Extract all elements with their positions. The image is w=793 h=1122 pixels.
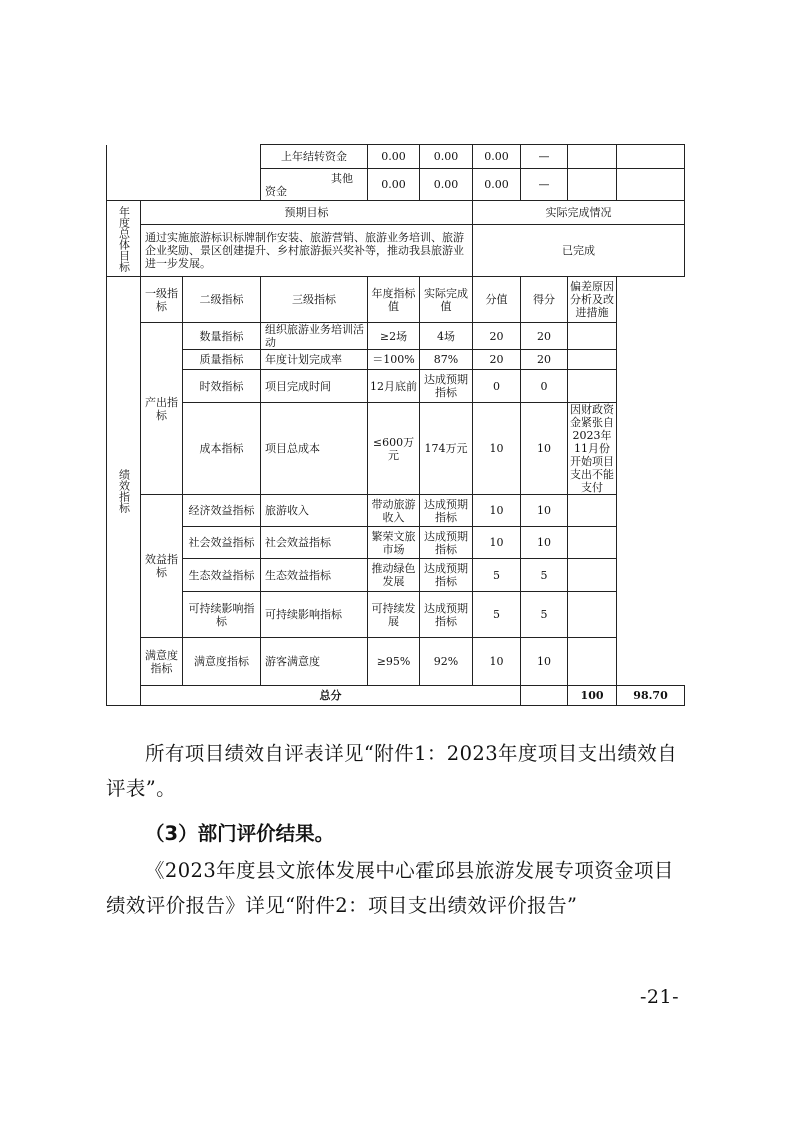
note-cell: [568, 559, 617, 592]
level3-cell: 旅游收入: [261, 495, 368, 527]
actual-cell: 87%: [420, 350, 473, 370]
table-row: [107, 495, 685, 527]
funds-value: 0.00: [420, 145, 473, 169]
level3-cell: 组织旅游业务培训活动: [261, 323, 368, 350]
table-row: [107, 225, 685, 277]
annual-cell: 繁荣文旅市场: [368, 527, 420, 559]
points-cell: 10: [473, 527, 521, 559]
score-cell: 10: [521, 495, 568, 527]
score-cell: 10: [521, 527, 568, 559]
note-cell: [568, 350, 617, 370]
funds-label: 上年结转资金: [261, 145, 368, 169]
total-score: 98.70: [617, 686, 685, 706]
level2-cell: 质量指标: [183, 350, 261, 370]
perf-label: 绩效指标: [117, 469, 131, 513]
points-cell: 10: [473, 403, 521, 495]
blank-cell: [617, 145, 685, 169]
actual-cell: 174万元: [420, 403, 473, 495]
score-cell: 0: [521, 370, 568, 403]
level2-cell: 成本指标: [183, 403, 261, 495]
blank-cell: [617, 169, 685, 201]
benefit-label: 效益指标: [141, 495, 183, 638]
score-cell: 5: [521, 592, 568, 638]
funds-value: —: [521, 169, 568, 201]
total-label: 总分: [141, 686, 521, 706]
annual-cell: ≤600万元: [368, 403, 420, 495]
header-actual-value: 实际完成值: [420, 277, 473, 323]
score-cell: 10: [521, 638, 568, 686]
section-heading: （3）部门评价结果。: [145, 822, 335, 845]
actual-completion-header: 实际完成情况: [473, 201, 685, 225]
blank-cell: [568, 145, 617, 169]
paragraph-attachment-2: 《2023年度县文旅体发展中心霍邱县旅游发展专项资金项目绩效评价报告》详见“附件2：项目支出绩效评价报告”: [106, 859, 674, 917]
note-cell: [568, 527, 617, 559]
level2-cell: 社会效益指标: [183, 527, 261, 559]
level3-cell: 游客满意度: [261, 638, 368, 686]
performance-table: [106, 144, 685, 706]
annual-cell: ≥95%: [368, 638, 420, 686]
table-row: [107, 592, 685, 638]
annual-cell: ≥2场: [368, 323, 420, 350]
points-cell: 0: [473, 370, 521, 403]
level3-cell: 社会效益指标: [261, 527, 368, 559]
table-row: [107, 638, 685, 686]
expected-goal-header: 预期目标: [141, 201, 473, 225]
actual-cell: 达成预期指标: [420, 592, 473, 638]
header-points: 分值: [473, 277, 521, 323]
table-row: [107, 559, 685, 592]
funds-label-line: 其他: [331, 171, 354, 185]
funds-value: 0.00: [368, 145, 420, 169]
header-annual-value: 年度指标值: [368, 277, 420, 323]
actual-cell: 4场: [420, 323, 473, 350]
level3-cell: 生态效益指标: [261, 559, 368, 592]
table-row: [107, 277, 685, 323]
actual-cell: 达成预期指标: [420, 495, 473, 527]
actual-cell: 达成预期指标: [420, 559, 473, 592]
table-row: [107, 686, 685, 706]
level2-cell: 生态效益指标: [183, 559, 261, 592]
note-cell: [568, 323, 617, 350]
annual-cell: 带动旅游收入: [368, 495, 420, 527]
table-row: [107, 403, 685, 495]
note-cell: [568, 592, 617, 638]
score-cell: 10: [521, 403, 568, 495]
annual-goal-label: 年度总体目标: [117, 205, 131, 272]
funds-label: [261, 169, 368, 201]
actual-cell: 达成预期指标: [420, 527, 473, 559]
blank-cell: [568, 169, 617, 201]
level2-cell: 经济效益指标: [183, 495, 261, 527]
annual-cell: ＝100%: [368, 350, 420, 370]
points-cell: 20: [473, 323, 521, 350]
page-number: -21-: [640, 986, 680, 1008]
table-row: [107, 370, 685, 403]
funds-value: 0.00: [420, 169, 473, 201]
table-row: [107, 527, 685, 559]
actual-cell: 92%: [420, 638, 473, 686]
score-cell: 20: [521, 323, 568, 350]
level3-cell: 年度计划完成率: [261, 350, 368, 370]
header-level1: 一级指标: [141, 277, 183, 323]
paragraph-attachment-1: 所有项目绩效自评表详见“附件1：2023年度项目支出绩效自评表”。: [106, 742, 678, 800]
score-cell: 20: [521, 350, 568, 370]
funds-value: 0.00: [473, 145, 521, 169]
blank-cell: [107, 145, 261, 201]
blank-cell: [521, 686, 568, 706]
header-score: 得分: [521, 277, 568, 323]
annual-cell: 推动绿色发展: [368, 559, 420, 592]
level3-cell: 项目完成时间: [261, 370, 368, 403]
points-cell: 5: [473, 592, 521, 638]
actual-completion-text: 已完成: [473, 225, 685, 277]
points-cell: 10: [473, 495, 521, 527]
expected-goal-text: 通过实施旅游标识标牌制作安装、旅游营销、旅游业务培训、旅游企业奖励、景区创建提升、乡村旅游振兴奖补等，推动我县旅游业进一步发展。: [141, 225, 473, 277]
funds-value: 0.00: [473, 169, 521, 201]
output-label: 产出指标: [141, 323, 183, 495]
table-row: [107, 350, 685, 370]
table-row: [107, 145, 685, 169]
score-cell: 5: [521, 559, 568, 592]
note-cell: [568, 495, 617, 527]
level2-cell: 时效指标: [183, 370, 261, 403]
funds-value: —: [521, 145, 568, 169]
header-level3: 三级指标: [261, 277, 368, 323]
level3-cell: 可持续影响指标: [261, 592, 368, 638]
level2-cell: 可持续影响指标: [183, 592, 261, 638]
perf-label-cell: [107, 277, 141, 706]
annual-cell: 可持续发展: [368, 592, 420, 638]
annual-cell: 12月底前: [368, 370, 420, 403]
table-row: [107, 323, 685, 350]
header-level2: 二级指标: [183, 277, 261, 323]
points-cell: 20: [473, 350, 521, 370]
points-cell: 10: [473, 638, 521, 686]
level2-cell: 满意度指标: [183, 638, 261, 686]
points-cell: 5: [473, 559, 521, 592]
annual-goal-label-cell: [107, 201, 141, 277]
actual-cell: 达成预期指标: [420, 370, 473, 403]
note-cell: [568, 370, 617, 403]
funds-value: 0.00: [368, 169, 420, 201]
total-points: 100: [568, 686, 617, 706]
funds-label-line: 资金: [265, 184, 288, 198]
satisfaction-label: 满意度指标: [141, 638, 183, 686]
note-cell: 因财政资金紧张自2023年11月份开始项目支出不能支付: [568, 403, 617, 495]
table-row: [107, 201, 685, 225]
level2-cell: 数量指标: [183, 323, 261, 350]
header-deviation: 偏差原因分析及改进措施: [568, 277, 617, 323]
level3-cell: 项目总成本: [261, 403, 368, 495]
note-cell: [568, 638, 617, 686]
